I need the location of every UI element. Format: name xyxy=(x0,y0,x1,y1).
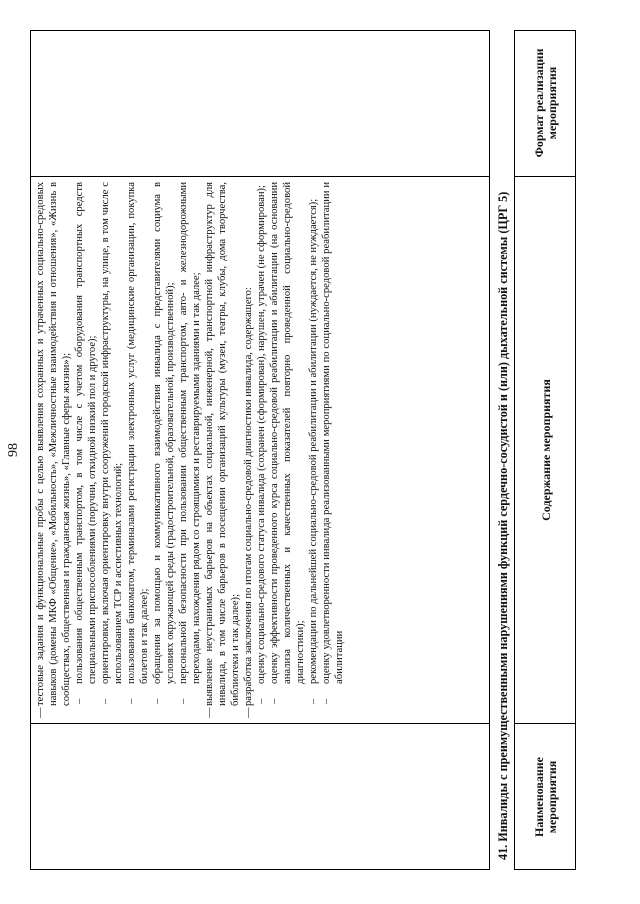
list-bullet: – xyxy=(100,698,111,704)
list-bullet: – xyxy=(256,698,267,704)
list-item-text: ориентировки, включая ориентировку внутри сооружений городской инфраструктуры, на улице, в том числе с использованием ТСР и ассистивных технологий; xyxy=(100,182,124,684)
list-item-text: персональной безопасности при пользовании общественным транспортом, авто- и железнодорожными переходами, нахождения рядом со строящимися и реставрируемыми зданиями и так далее; xyxy=(178,182,202,684)
sub-list-item xyxy=(99,182,125,718)
header-measure-name: Наименование мероприятия xyxy=(532,757,559,837)
column-divider xyxy=(515,723,575,724)
rotated-page-content xyxy=(0,18,608,890)
column-divider xyxy=(31,176,489,177)
sub-list-item xyxy=(177,182,203,718)
column-divider xyxy=(31,723,489,724)
list-item-text: оценку социально-средового статуса инвалида (сохранен (сформирован), нарушен, утрачен (не сформирован); xyxy=(256,185,267,684)
sub-list-item xyxy=(307,182,320,718)
list-item-text: разработка заключения по итогам социально-средовой диагностики инвалида, содержащего: xyxy=(243,287,254,706)
list-item-text: оценку эффективности проведенного курса социально-средовой реабилитации и абилитации (на основании анализа количественных и качественных показателей повторно проведенной социально-средовой диагностики); xyxy=(269,182,306,684)
list-item-text: пользования общественным транспортом, в том числе с учетом оборудования транспортных средств специальными приспособлениями (поручни, откидной низкий пол и другое); xyxy=(74,182,98,684)
list-bullet: – xyxy=(152,698,163,704)
sub-list-item xyxy=(151,182,177,718)
section-header-table xyxy=(514,30,576,870)
list-item xyxy=(203,182,242,718)
list-bullet: – xyxy=(308,698,319,704)
header-measure-format: Формат реализации мероприятия xyxy=(532,48,559,158)
list-item xyxy=(34,182,73,718)
list-item xyxy=(242,182,255,718)
list-item-text: рекомендации по дальнейшей социально-средовой реабилитации и абилитации (нуждается, не нуждается); xyxy=(308,198,319,684)
list-item-text: пользования банкоматом, терминалами регистрации электронных услуг (медицинские организации, покупка билетов и так далее); xyxy=(126,182,150,684)
column-divider xyxy=(515,176,575,177)
sub-list-item xyxy=(320,182,346,718)
measure-content-cell xyxy=(34,182,346,718)
list-bullet: – xyxy=(178,698,189,704)
list-bullet: – xyxy=(126,698,137,704)
list-item-text: оценку удовлетворенности инвалида реализованными мероприятиями по социально-средовой реабилитации и абилитации xyxy=(321,182,345,684)
list-bullet: – xyxy=(269,698,280,704)
list-bullet: — xyxy=(243,707,254,718)
section-title: 41. Инвалиды с преимущественными нарушениями функций сердечно-сосудистой и (или) дыхательной системы (ЦРГ 5) xyxy=(496,191,510,860)
page-number: 98 xyxy=(6,443,21,457)
list-bullet: – xyxy=(74,698,85,704)
measures-table-continuation xyxy=(30,30,490,870)
sub-list-item xyxy=(268,182,307,718)
sub-list-item xyxy=(125,182,151,718)
header-measure-content: Содержание мероприятия xyxy=(538,379,553,521)
sub-list-item xyxy=(255,182,268,718)
sub-list-item xyxy=(73,182,99,718)
list-item-text: выявление неустранимых барьеров на объектах социальной, инженерной, транспортной инфраструктур для инвалида, в том числе барьеров в посещении организаций культуры (музеи, театры, клубы, дома творчества, библиотеки и так далее); xyxy=(204,182,241,706)
list-bullet: — xyxy=(35,707,46,718)
list-bullet: – xyxy=(321,698,332,704)
list-item-text: обращения за помощью и коммуникативного взаимодействия инвалида с представителями социума в условиях окружающей среды (градостроительной, образовательной, производственной); xyxy=(152,182,176,684)
list-item-text: тестовые задания и функциональные пробы с целью выявления сохранных и утраченных социально-средовых навыков (домены МКФ «Общение», «Мобильность», «Межличностные взаимодействия и отношения», «Жизнь в сообществах, общественная и гражданская жизнь», «Главные сферы жизни»); xyxy=(35,182,72,706)
list-bullet: — xyxy=(204,707,215,718)
